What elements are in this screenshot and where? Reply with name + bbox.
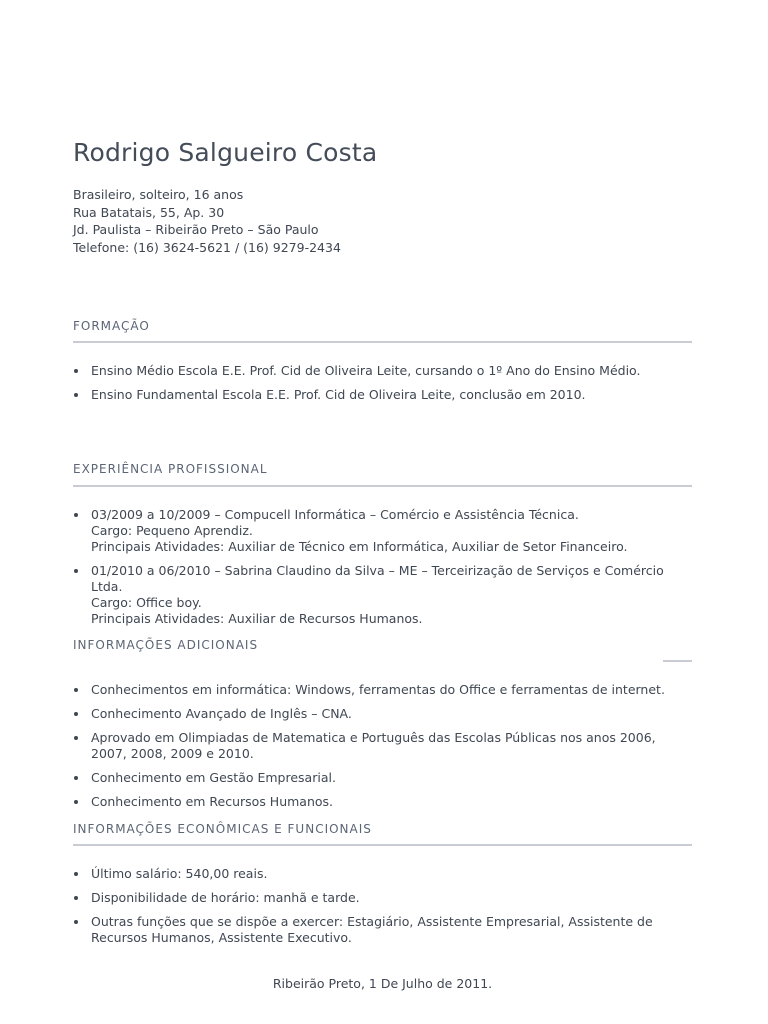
list-item	[73, 563, 692, 627]
job-role: Cargo: Pequeno Aprendiz.	[91, 523, 253, 538]
list-item: Conhecimento Avançado de Inglês – CNA.	[73, 706, 692, 722]
list-item: Outras funções que se dispõe a exercer: Estagiário, Assistente Empresarial, Assistente de Recursos Humanos, Assistente Executivo.	[73, 914, 692, 946]
address-street: Rua Batatais, 55, Ap. 30	[73, 204, 225, 220]
economicas-list	[73, 866, 692, 954]
experiencia-list	[73, 507, 692, 635]
address-city: Jd. Paulista – Ribeirão Preto – São Paulo	[73, 222, 319, 237]
list-item: Ensino Médio Escola E.E. Prof. Cid de Oliveira Leite, cursando o 1º Ano do Ensino Médio.	[73, 363, 692, 379]
list-item	[73, 507, 692, 555]
candidate-name: Rodrigo Salgueiro Costa	[73, 138, 378, 167]
list-item: Ensino Fundamental Escola E.E. Prof. Cid de Oliveira Leite, conclusão em 2010.	[73, 387, 692, 403]
job-activities: Principais Atividades: Auxiliar de Técnico em Informática, Auxiliar de Setor Financeiro.	[91, 539, 628, 554]
job-period: 01/2010 a 06/2010 – Sabrina Claudino da Silva – ME – Terceirização de Serviços e Comércio Ltda.	[91, 563, 664, 594]
list-item: Último salário: 540,00 reais.	[73, 866, 692, 882]
section-divider	[663, 660, 692, 662]
section-title-experiencia: EXPERIÊNCIA PROFISSIONAL	[73, 462, 268, 476]
job-period: 03/2009 a 10/2009 – Compucell Informática – Comércio e Assistência Técnica.	[91, 507, 579, 522]
phone-numbers: Telefone: (16) 3624-5621 / (16) 9279-2434	[73, 239, 341, 255]
list-item: Conhecimento em Gestão Empresarial.	[73, 770, 692, 786]
adicionais-list	[73, 682, 692, 818]
list-item: Conhecimentos em informática: Windows, ferramentas do Office e ferramentas de internet.	[73, 682, 692, 698]
list-item: Disponibilidade de horário: manhã e tarde.	[73, 890, 692, 906]
section-title-formacao: FORMAÇÃO	[73, 319, 150, 333]
formacao-list	[73, 363, 692, 411]
job-role: Cargo: Office boy.	[91, 595, 202, 610]
place-date: Ribeirão Preto, 1 De Julho de 2011.	[272, 976, 493, 991]
job-activities: Principais Atividades: Auxiliar de Recursos Humanos.	[91, 611, 423, 626]
personal-info: Brasileiro, solteiro, 16 anos	[73, 187, 244, 202]
section-divider	[73, 485, 692, 487]
list-item: Conhecimento em Recursos Humanos.	[73, 794, 692, 810]
resume-page	[73, 0, 692, 1024]
section-title-adicionais: INFORMAÇÕES ADICIONAIS	[73, 638, 259, 652]
list-item: Aprovado em Olimpiadas de Matematica e Português das Escolas Públicas nos anos 2006, 2007, 2008, 2009 e 2010.	[73, 730, 692, 762]
contact-block	[73, 186, 341, 256]
section-divider	[73, 844, 692, 846]
section-divider	[73, 341, 692, 343]
section-title-economicas: INFORMAÇÕES ECONÔMICAS E FUNCIONAIS	[73, 822, 372, 836]
